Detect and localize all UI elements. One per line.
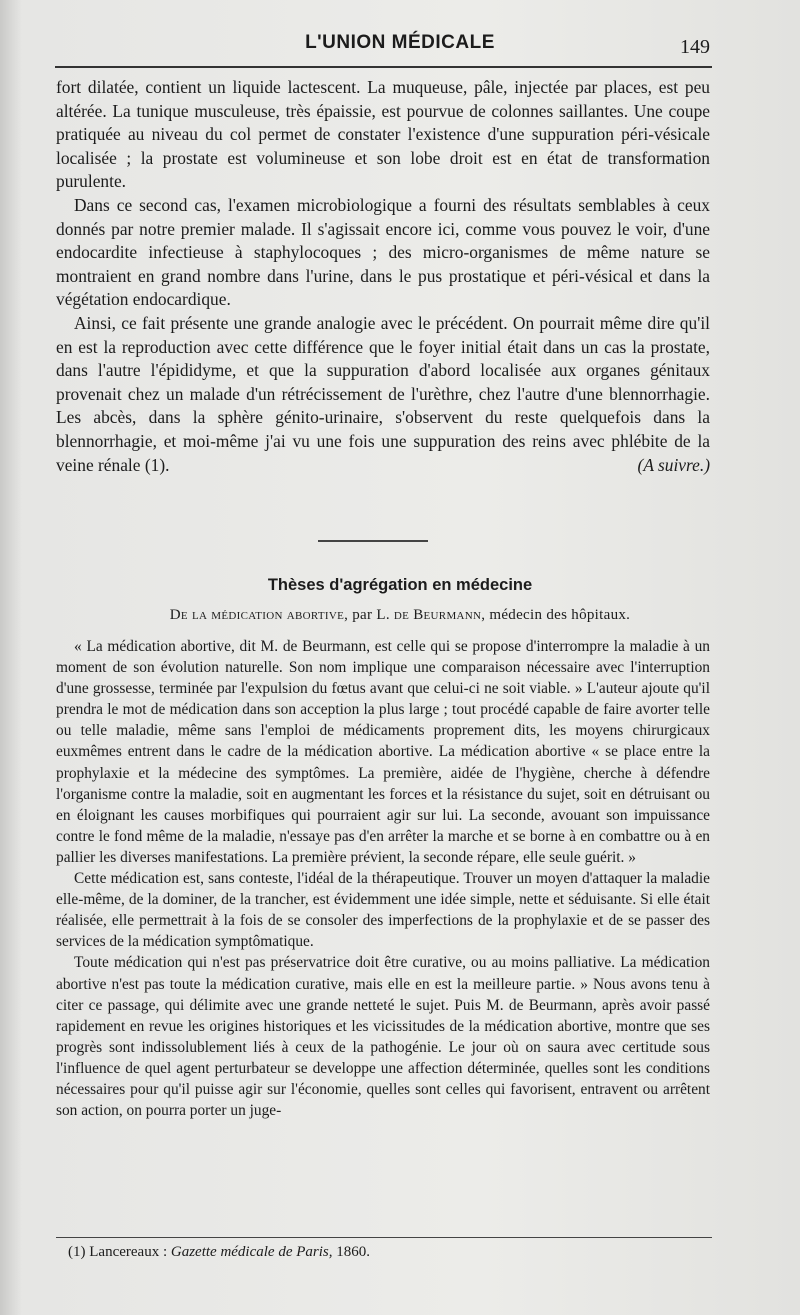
paragraph	[56, 312, 710, 477]
thesis-title: De la médication abortive,	[169, 607, 349, 623]
section-body	[56, 636, 710, 1121]
footnote-rule	[56, 1237, 712, 1238]
section-separator	[318, 540, 428, 542]
header-rule	[55, 66, 712, 68]
paragraph: fort dilatée, contient un liquide lactescent. La muqueuse, pâle, injectée par places, est peu altérée. La tunique musculeuse, très épaissie, est pourvue de colonnes saillantes. Une coupe pratiquée au niveau du col permet de constater l'existence d'une suppuration péri-vésicale localisée ; la prostate est volumineuse et son lobe droit est en état de transformation purulente.	[56, 77, 710, 192]
page-number: 149	[680, 36, 710, 58]
paragraph-text: Ainsi, ce fait présente une grande analogie avec le précédent. On pourrait même dire qu'il en est la reproduction avec cette différence que le foyer initial était dans un cas la prostate, dans l'autre l'épididyme, et que la suppuration d'abord localisée aux organes génitaux provenait chez un malade d'un rétrécissement de l'urèthre, chez l'autre d'une blennorrhagie. Les abcès, dans la sphère génito-urinaire, s'observent du reste quelquefois dans la blennorrhagie, et moi-même j'ai vu une fois une suppuration des reins avec phlébite de la veine rénale (1).	[56, 312, 710, 475]
section-title: Thèses d'agrégation en médecine	[267, 576, 533, 594]
paragraph: Dans ce second cas, l'examen microbiologique a fourni des résultats semblables à ceux donnés par notre premier malade. Il s'agissait encore ici, comme vous pouvez le voir, d'une endocardite infectieuse à staphylocoques ; des micro-organismes de même nature se montraient en grand nombre dans l'urine, dans le pus prostatique et péri-vésical et dans la végétation endocardique.	[56, 194, 710, 310]
by-word: par	[352, 607, 373, 623]
thesis-author: L. de Beurmann,	[376, 607, 486, 623]
footnote-source: Gazette médicale de Paris,	[170, 1244, 333, 1260]
paragraph: Toute médication qui n'est pas préservatrice doit être curative, ou au moins palliative. La médication abortive n'est pas toute la médication curative, mais elle en est la meilleure partie. » Nous avons tenu à citer ce passage, qui délimite avec une grande netteté le sujet. Puis M. de Beurmann, après avoir passé rapidement en revue les origines historiques et les vicissitudes de la médication abortive, montre que ses progrès sont indissolublement liés à ceux de la pathogénie. Le jour où on saura avec certitude sous l'influence de quel agent perturbateur se developpe une affection déterminée, quelles sont les conditions nécessaires pour qu'il puisse agir sur l'économie, quelles sont celles qui favorisent, entravent ou arrêtent son action, on pourra porter un juge-	[56, 954, 710, 1120]
footnote-author: Lancereaux :	[89, 1244, 168, 1260]
footnote-year: 1860.	[336, 1244, 370, 1260]
running-header	[0, 30, 800, 66]
paragraph: Cette médication est, sans conteste, l'idéal de la thérapeutique. Trouver un moyen d'attaquer la maladie elle-même, de la dominer, de la trancher, est évidemment une idée simple, nette et séduisante. Si elle était réalisée, elle permettrait à la fois de se consoler des imperfections de la prophylaxie et de se passer des services de la médication symptômatique.	[56, 870, 710, 951]
article-continuation	[56, 76, 710, 477]
author-role: médecin des hôpitaux.	[489, 607, 631, 623]
footnote	[68, 1244, 370, 1261]
footnote-mark: (1)	[68, 1244, 86, 1260]
section-subtitle	[0, 607, 800, 624]
to-be-continued: (A suivre.)	[637, 454, 710, 475]
paragraph: « La médication abortive, dit M. de Beurmann, est celle qui se propose d'interrompre la maladie à un moment de son évolution naturelle. Son nom implique une comparaison nécessaire avec l'interruption d'une grossesse, terminée par l'expulsion du fœtus avant que celui-ci ne soit viable. » L'auteur ajoute qu'il prendra le mot de médication dans son acception la plus large ; tout procédé capable de faire avorter telle ou telle maladie, même sans l'emploi de médicaments proprement dits, les moyens chirurgicaux euxmêmes entrent dans le cadre de la médication abortive. La médication abortive « se place entre la prophylaxie et la médecine des symptômes. La première, aidée de l'hygiène, cherche à défendre l'organisme contre la maladie, soit en augmentant les forces et la résistance du sujet, soit en détruisant ou en éloignant les causes morbifiques qui pourraient agir sur lui. La seconde, avouant son impuissance contre le fond même de la maladie, n'essaye pas d'en arrêter la marche et se borne à en combattre ou à en pallier les diverses manifestations. La première prévient, la seconde répare, elle seule guérit. »	[56, 638, 710, 866]
journal-title: L'UNION MÉDICALE	[305, 32, 495, 53]
